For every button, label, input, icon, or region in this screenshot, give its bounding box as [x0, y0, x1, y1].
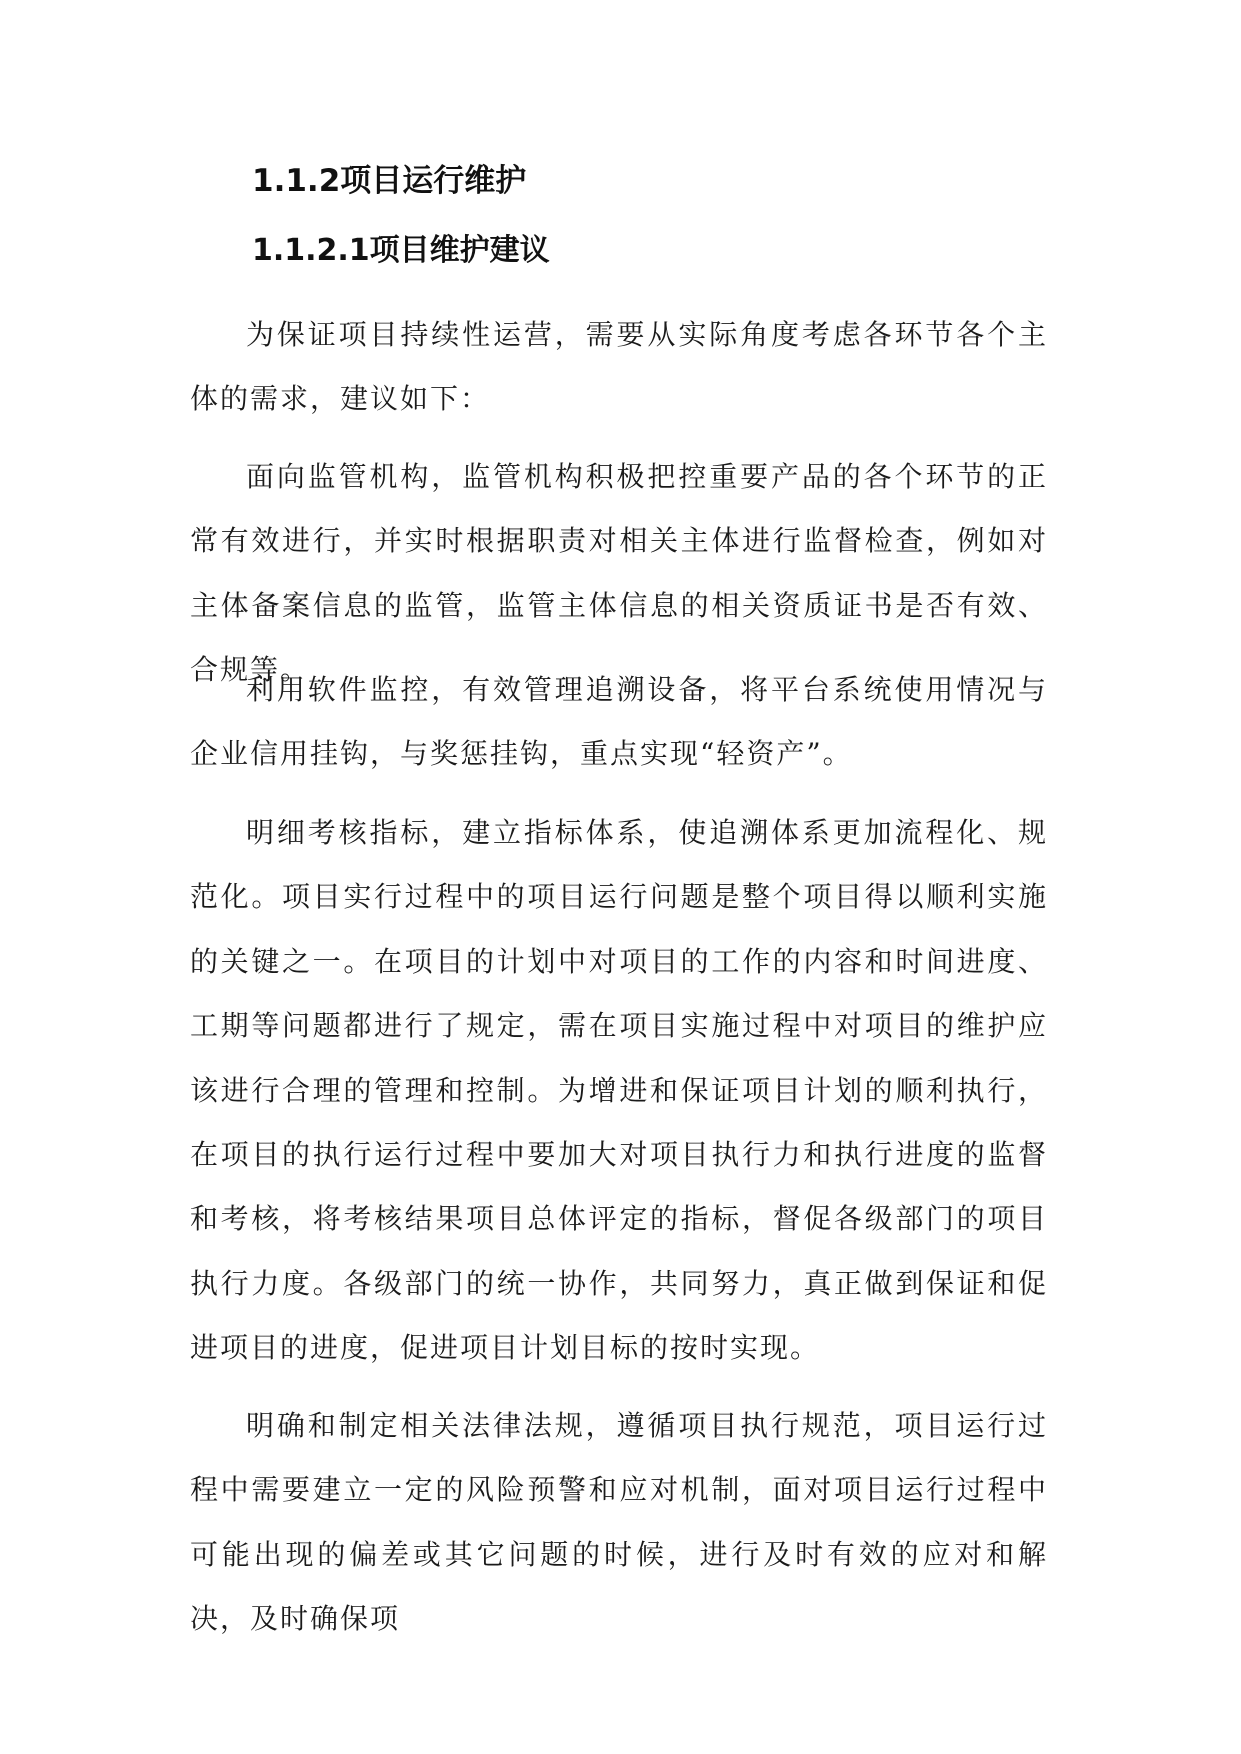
paragraph-requirements-intro: 为保证项目持续性运营，需要从实际角度考虑各环节各个主体的需求，建议如下：: [190, 318, 1048, 416]
paragraph-laws-regulations: 明确和制定相关法律法规，遵循项目执行规范，项目运行过程中需要建立一定的风险预警和应对机制，面对项目运行过程中可能出现的偏差或其它问题的时候，进行及时有效的应对和解决，及时确保项: [190, 1409, 1048, 1636]
subsection-heading-1-1-2-1: 1.1.2.1项目维护建议: [252, 233, 550, 268]
section-heading-1-1-2: 1.1.2项目运行维护: [252, 163, 527, 199]
paragraph-software-monitoring: 利用软件监控，有效管理追溯设备，将平台系统使用情况与企业信用挂钩，与奖惩挂钩，重点实现“轻资产”。: [190, 673, 1048, 771]
paragraph-regulators: 面向监管机构，监管机构积极把控重要产品的各个环节的正常有效进行，并实时根据职责对相关主体进行监督检查，例如对主体备案信息的监管，监管主体信息的相关资质证书是否有效、合规等。: [190, 460, 1048, 687]
paragraph-assessment-indicators: 明细考核指标，建立指标体系，使追溯体系更加流程化、规范化。项目实行过程中的项目运行问题是整个项目得以顺利实施的关键之一。在项目的计划中对项目的工作的内容和时间进度、工期等问题都进行了规定，需在项目实施过程中对项目的维护应该进行合理的管理和控制。为增进和保证项目计划的顺利执行，在项目的执行运行过程中要加大对项目执行力和执行进度的监督和考核，将考核结果项目总体评定的指标，督促各级部门的项目执行力度。各级部门的统一协作，共同努力，真正做到保证和促进项目的进度，促进项目计划目标的按时实现。: [190, 816, 1048, 1365]
